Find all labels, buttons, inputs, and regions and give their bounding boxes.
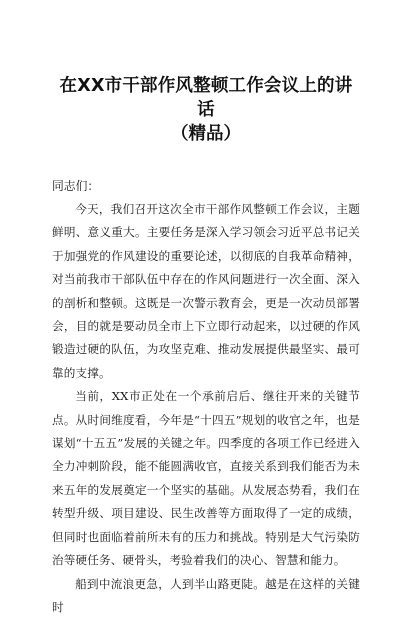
salutation: 同志们： [52,175,360,198]
document-subtitle: （精品） [52,122,360,146]
paragraph-2: 当前，XX市正处在一个承前启后、继往开来的关键节点。从时间维度看，今年是“十四五”规划的收官之年，也是谋划“十五五”发展的关键之年。四季度的各项工作已经进入全力冲刺阶段，能不能圆满收官，直接关系到我们能否为未来五年的发展奠定一个坚实的基础。从发展态势看，我们在转型升级、项目建设、民生改善等方面取得了一定的成绩，但同时也面临着前所未有的压力和挑战。特别是大气污染防治等硬任务、硬骨头，考验着我们的决心、智慧和能力。 [52,385,360,572]
paragraph-3: 船到中流浪更急，人到半山路更陡。越是在这样的关键时 [52,573,360,619]
paragraph-1: 今天，我们召开这次全市干部作风整顿工作会议，主题鲜明、意义重大。主要任务是深入学习领会习近平总书记关于加强党的作风建设的重要论述，以彻底的自我革命精神，对当前我市干部队伍中存在的作风问题进行一次全面、深入的剖析和整顿。这既是一次警示教育会，更是一次动员部署会，目的就是要动员全市上下立即行动起来，以过硬的作风锻造过硬的队伍，为攻坚克难、推动发展提供最坚实、最可靠的支撑。 [52,198,360,385]
document-title: 在XX市干部作风整顿工作会议上的讲话 [52,74,360,122]
